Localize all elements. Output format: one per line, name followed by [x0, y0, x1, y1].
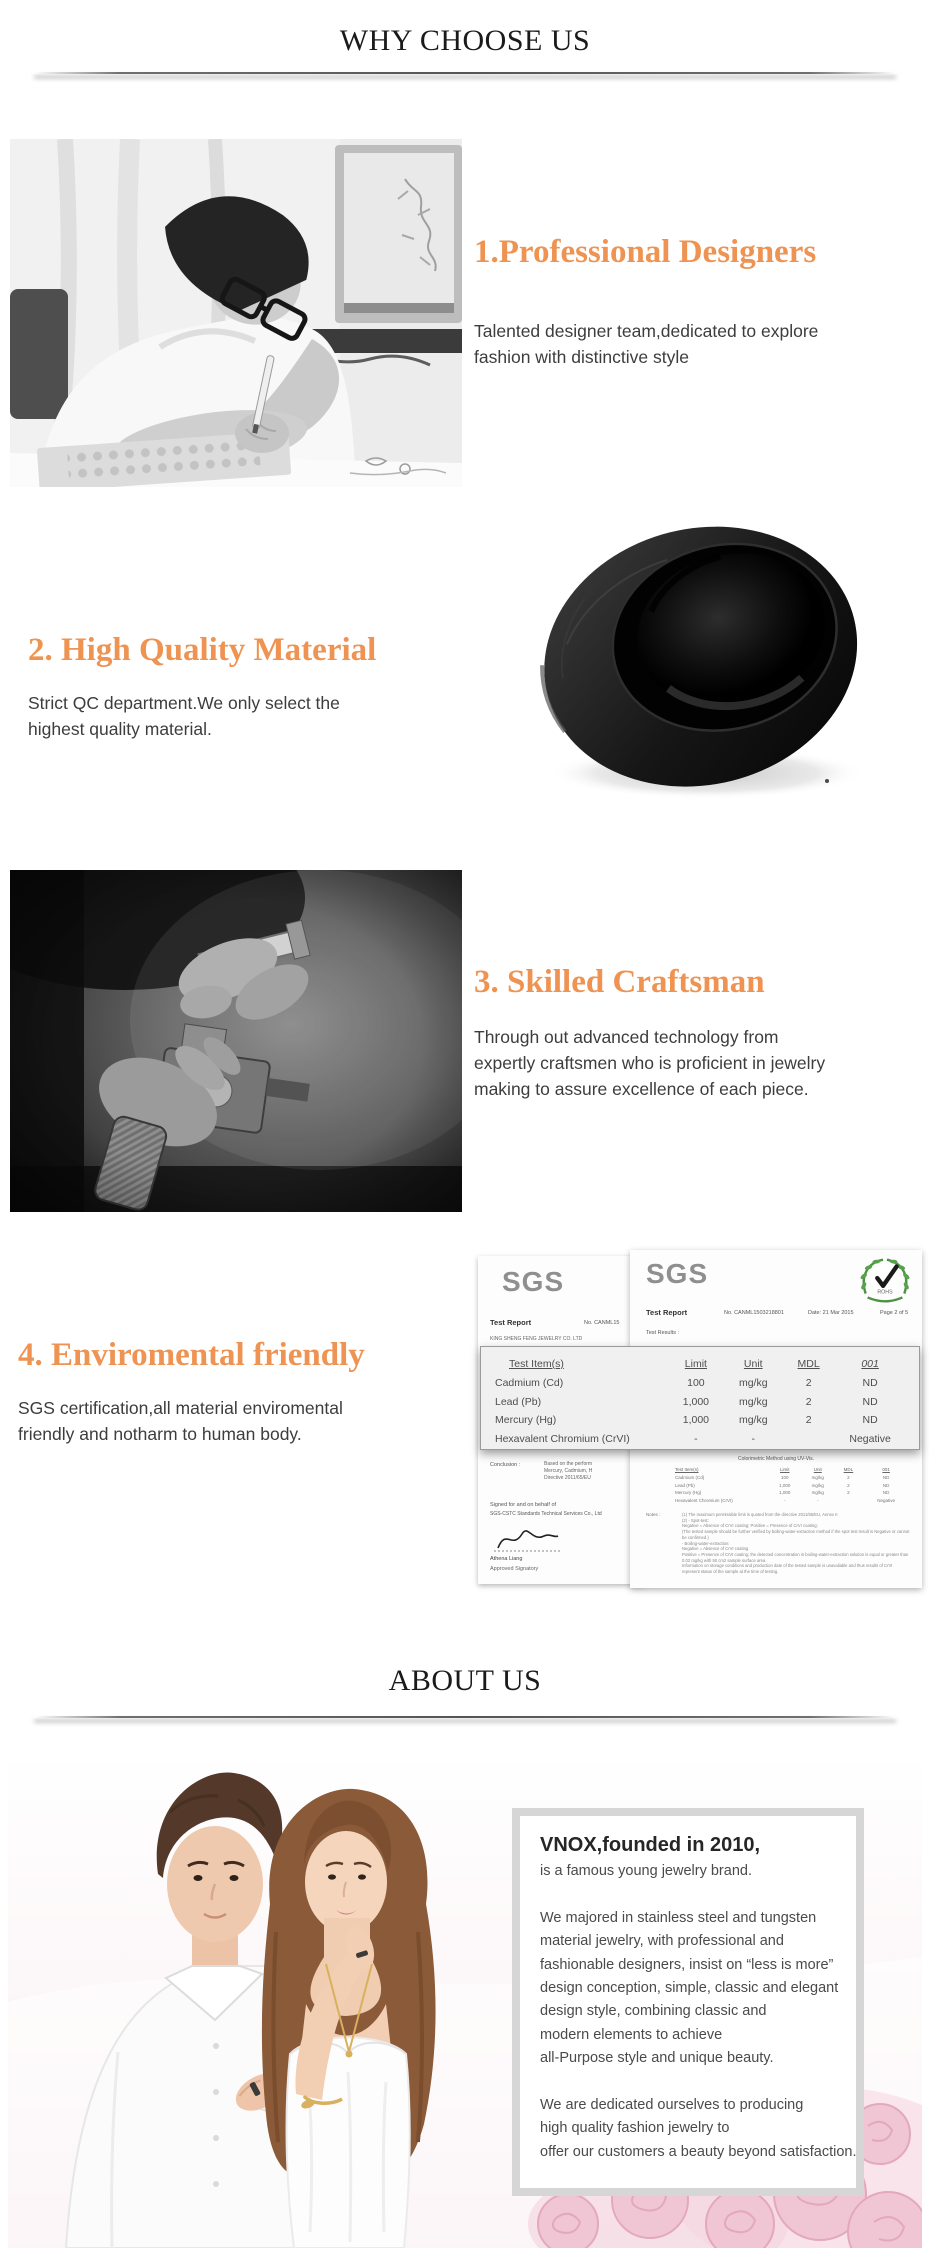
header-divider: [34, 72, 896, 74]
feature-2: [28, 630, 480, 742]
sgs-logo: SGS: [502, 1266, 565, 1297]
brand-title: VNOX,founded in 2010,: [540, 1834, 761, 1856]
report-no: No. CANML1503218801: [724, 1310, 784, 1316]
col-header: Test Item(s): [509, 1358, 564, 1370]
feature-3-body: Through out advanced technology from expertly craftsmen who is proficient in jewelry making to assure excellence of each piece.: [474, 1027, 826, 1099]
table-cell: Hexavalent Chromium (CrVI): [495, 1432, 630, 1445]
table-cell: Cadmium (Cd): [495, 1377, 564, 1389]
feature-2-heading: 2. High Quality Material: [28, 632, 377, 668]
about-us-title: ABOUT US: [388, 1664, 542, 1697]
feature-4-body: SGS certification,all material enviromental friendly and notharm to human body.: [18, 1398, 343, 1444]
table-cell: mg/kg: [738, 1414, 768, 1426]
table-cell: 1,000: [682, 1395, 710, 1408]
table-cell: mg/kg: [738, 1395, 768, 1408]
feature-3-heading: 3. Skilled Craftsman: [474, 964, 765, 1000]
feature-1: [474, 232, 926, 370]
table-cell: 2: [805, 1395, 812, 1408]
conclusion-label: Conclusion :: [490, 1462, 521, 1468]
feature-1-body: Talented designer team,dedicated to explore fashion with distinctive style: [474, 321, 819, 367]
craftsman-photo-illustration: [10, 870, 462, 1212]
method-text: Colorimetric Method using UV-Vis.: [737, 1456, 815, 1462]
table-cell: ND: [862, 1395, 878, 1408]
col-header: Unit: [743, 1358, 763, 1370]
about-text-box: VNOX,founded in 2010, is a famous young jewelry brand. We majored in stainless steel and tungsten material jewelry, with professional and fashionable designers, insist on “less is more” design conception, simple, classic and elegant design style, combining classic and modern elements to achieve all-Purpose style and unique beauty. We are dedicated ourselves to producing high quality fashion jewelry to offer our customers a beauty beyond satisfaction.: [512, 1808, 864, 2196]
designer-photo-illustration: [10, 139, 462, 487]
table-cell: Lead (Pb): [495, 1395, 542, 1408]
sgs-logo: SGS: [646, 1258, 709, 1289]
designer-photo: [10, 139, 462, 487]
feature-4-heading: 4. Enviromental friendly: [18, 1337, 365, 1373]
feature-2-body: Strict QC department.We only select the highest quality material.: [28, 693, 340, 739]
signed-line: Signed for and on behalf of: [490, 1502, 557, 1508]
signature: [492, 1524, 564, 1554]
table-cell: ND: [862, 1377, 878, 1389]
why-choose-us-title: WHY CHOOSE US: [339, 24, 591, 57]
table-cell: Mercury (Hg): [495, 1414, 557, 1426]
table-cell: -: [751, 1432, 756, 1445]
signed-line: SGS-CSTC Standards Technical Services Co., Ltd: [490, 1511, 602, 1517]
ring-illustration: [495, 503, 920, 823]
results-label: Test Results :: [646, 1330, 680, 1336]
col-header: 001: [861, 1358, 879, 1370]
mini-results-table: Test Item(s) Limit Unit MDL 001 Cadmium (Cd) 100 mg/kg 2 ND Lead (Pb) 1,000 mg/kg 2 ND Mercury (Hg) 1,000 mg/kg 2 ND Hexavalent Chromium (CrVI) - - Negative: [675, 1467, 896, 1503]
laurel-check-badge-icon: [856, 1254, 914, 1308]
notes-label: Notes :: [646, 1512, 661, 1517]
col-header: MDL: [797, 1358, 820, 1370]
table-cell: 2: [805, 1414, 812, 1426]
table-cell: ND: [862, 1414, 878, 1426]
col-header: Limit: [684, 1358, 707, 1370]
test-results-table-grid: [495, 1354, 905, 1448]
company-line: KING SHENG FENG JEWELRY CO. LTD: [490, 1336, 583, 1342]
table-cell: Negative: [849, 1432, 891, 1445]
report-title: Test Report: [490, 1318, 532, 1327]
header-divider: [34, 1716, 896, 1718]
signatory-title: Approved Signatory: [490, 1566, 539, 1572]
report-date: Date: 21 Mar 2015: [808, 1310, 854, 1316]
feature-4: [18, 1335, 478, 1447]
svg-text:ROHS: ROHS: [877, 1289, 893, 1296]
conclusion-text: Based on the perform Mercury, Cadmium, H Directive 2011/65/EU: [544, 1461, 593, 1481]
woman-figure: [262, 1789, 436, 2248]
report-title: Test Report: [646, 1308, 688, 1317]
table-cell: [782, 1430, 835, 1449]
report-page: Page 2 of 5: [880, 1310, 909, 1316]
signatory-name: Athena Liang: [490, 1556, 523, 1562]
sgs-certificate: [478, 1250, 922, 1598]
craftsman-photo: [10, 870, 462, 1212]
notes-text: (1) The maximum permissible limit is quoted from the directive 2011/65/EU, Annex II (2) - Spot-test: Negative = Absence of CrVI coating; Positive = Presence of CrVI coating; (The tested sample should be further verified by boiling-water-extraction method if the spot test result is Negative or cannot be confirmed.) - Boiling-water-extraction: Negative = Absence of CrVI coating Positive = Presence of CrVI coating; the detected concentration in boiling-water-extraction solution is equal or greater than 0.02 mg/kg with 50 cm2 sample surface area. Information on storage conditions and production date of the tested sample is unavailable and thus results of CrVI represent status of the sample at the time of testing.: [682, 1512, 910, 1575]
feature-3: [474, 962, 930, 1102]
table-cell: -: [694, 1432, 698, 1445]
black-ring-photo: [495, 503, 920, 823]
feature-1-heading: 1.Professional Designers: [474, 234, 817, 270]
table-cell: 100: [687, 1377, 705, 1389]
table-cell: 2: [805, 1377, 812, 1389]
table-cell: mg/kg: [738, 1377, 768, 1389]
table-cell: 1,000: [682, 1414, 710, 1426]
report-no: No. CANML15: [584, 1320, 620, 1326]
test-results-table: [480, 1346, 920, 1450]
